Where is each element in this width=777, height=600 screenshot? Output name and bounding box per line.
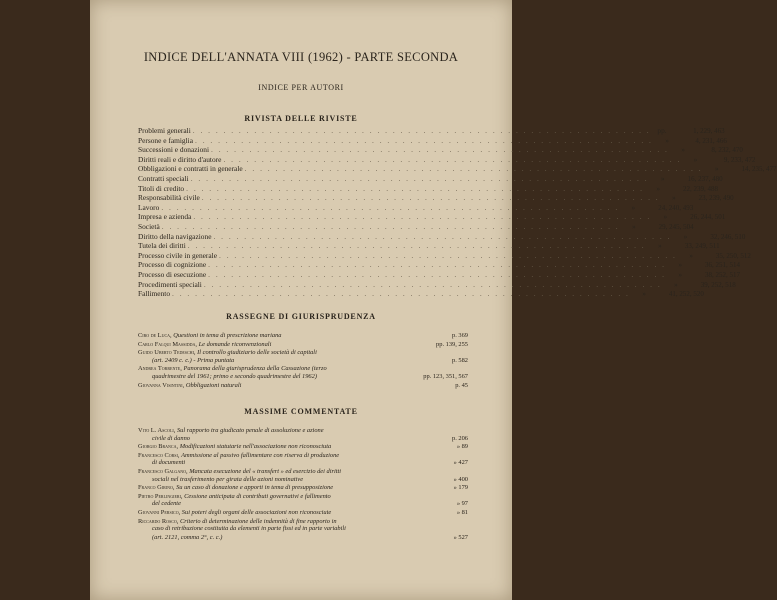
entry-continuation: del cedente xyxy=(152,500,181,508)
entry-page-ref: p. 582 xyxy=(452,356,468,364)
rivista-row-label: Fallimento xyxy=(138,289,171,299)
entry-title: Cessione anticipata di contributi governativi e fallimento xyxy=(184,492,331,500)
index-entry xyxy=(138,484,468,492)
entry-continuation: quadrimestre del 1961; primo e secondo quadrimestre del 1962) xyxy=(152,372,317,380)
entry-author: Giovanni Persico, xyxy=(138,508,181,516)
section-heading-massime: MASSIME COMMENTATE xyxy=(244,407,358,416)
rivista-row-label: Impresa e azienda xyxy=(138,212,192,222)
entry-continuation: caso di retribuzione costituita da elementi in parte fissi ed in parte variabili xyxy=(152,525,346,533)
index-entry xyxy=(138,443,468,451)
rivista-row-pages: 23, 239, 490 xyxy=(698,194,734,203)
rivista-row-label: Titoli di credito xyxy=(138,183,185,193)
index-entry xyxy=(138,349,468,364)
rivista-list xyxy=(138,126,777,299)
rivista-row-pp: » xyxy=(657,241,662,251)
leader-dots: . . . . . . . . . . . . . . . . . . . . . . . . . . . . . . . . . . . . . . . . . . . . . . . . . . . . . . . . . . . . xyxy=(203,279,662,289)
leader-dots: . . . . . . . . . . . . . . . . . . . . . . . . . . . . . . . . . . . . . . . . . . . . . . . . . . . . . . . . . . . . xyxy=(172,289,630,299)
entry-title: Criterio di determinazione delle indennità di fine rapporto in xyxy=(180,517,337,525)
rivista-row xyxy=(138,193,734,203)
rivista-row-label: Obbligazioni e contratti in generale xyxy=(138,164,243,174)
index-entry xyxy=(138,332,468,340)
rivista-row-pages: 8, 232, 470 xyxy=(711,146,743,155)
rivista-row-pp: » xyxy=(656,183,661,193)
rivista-row-label: Persone e famiglia xyxy=(138,135,194,145)
leader-dots: . . . . . . . . . . . . . . . . . . . . . . . . . . . . . . . . . . . . . . . . . . . . . . . . . . . . . . . . . . . . xyxy=(192,126,651,135)
rivista-row-pp: » xyxy=(642,289,646,299)
entry-main-line xyxy=(138,452,468,460)
index-entry xyxy=(138,382,468,390)
rivista-row-pages: 1, 229, 463 xyxy=(693,127,725,135)
entry-author: Ciro de Luca, xyxy=(138,332,172,339)
index-entry xyxy=(138,468,468,483)
entry-page-ref: » 97 xyxy=(456,500,468,508)
rivista-row-pages: 22, 239, 488 xyxy=(683,184,719,193)
rivista-row xyxy=(138,289,704,299)
rivista-row-label: Problemi generali xyxy=(138,126,191,135)
rivista-row-pp: » xyxy=(678,260,683,270)
entry-main-line xyxy=(138,468,468,476)
rivista-row-pp: » xyxy=(689,250,693,260)
entry-page-ref: » 179 xyxy=(453,484,468,492)
entry-page-ref: p. 369 xyxy=(452,332,468,339)
rivista-row-pp: » xyxy=(681,145,685,155)
entry-page-ref: » 527 xyxy=(453,533,468,541)
rivista-row-pp: » xyxy=(671,193,676,203)
rivista-row-pp: » xyxy=(678,269,683,279)
rivista-row xyxy=(138,183,719,194)
section-heading-rivista: RIVISTA DELLE RIVISTE xyxy=(244,114,358,123)
rivista-row xyxy=(138,135,727,146)
rivista-row-pages: 38, 252, 517 xyxy=(705,270,741,279)
entry-author: Giovanna Visintini, xyxy=(138,381,185,389)
rivista-row-pages: 4, 231, 466 xyxy=(695,136,727,145)
index-entry xyxy=(138,452,468,467)
entry-main-line xyxy=(138,365,468,373)
entry-title: Le domande riconvenzionali xyxy=(198,340,272,348)
entry-author: Pietro Perlingieri, xyxy=(138,492,183,500)
entry-continuation: (art. 2409 c. c.) - Prima puntata xyxy=(152,356,235,364)
rivista-row-pages: 32, 246, 510 xyxy=(710,232,746,241)
rivista-row-label: Processo di cognizione xyxy=(138,260,207,270)
page-title: INDICE DELL'ANNATA VIII (1962) - PARTE SECONDA xyxy=(143,50,459,64)
rivista-row-pages: 33, 249, 511 xyxy=(684,242,720,251)
leader-dots: . . . . . . . . . . . . . . . . . . . . . . . . . . . . . . . . . . . . . . . . . . . . . . . . . . . . . . . . . . . . xyxy=(244,164,703,174)
rivista-row-label: Processo di esecuzione xyxy=(138,269,207,279)
rivista-row-pp: » xyxy=(714,164,719,174)
leader-dots: . . . . . . . . . . . . . . . . . . . . . . . . . . . . . . . . . . . . . . . . . . . . . . . . . . . . . . . . . . . . xyxy=(187,241,646,251)
entry-main-line xyxy=(138,349,468,357)
rivista-row xyxy=(138,241,720,251)
rivista-row-label: Tutela dei diritti xyxy=(138,241,186,251)
entry-page-ref: » 427 xyxy=(453,459,468,467)
leader-dots: . . . . . . . . . . . . . . . . . . . . . . . . . . . . . . . . . . . . . . . . . . . . . . . . . . . . . . . . . . . . xyxy=(219,250,677,260)
entry-main-line xyxy=(138,518,468,526)
leader-dots: . . . . . . . . . . . . . . . . . . . . . . . . . . . . . . . . . . . . . . . . . . . . . . . . . . . . . . . . . . . . xyxy=(201,193,660,203)
rivista-row-label: Successioni e donazioni xyxy=(138,145,210,155)
entry-main-line xyxy=(138,427,468,435)
rivista-row-pages: 24, 240, 493 xyxy=(658,203,694,212)
leader-dots: . . . . . . . . . . . . . . . . . . . . . . . . . . . . . . . . . . . . . . . . . . . . . . . . . . . . . . . . . . . . xyxy=(208,260,667,270)
entry-page-ref: pp. 139, 255 xyxy=(436,340,468,348)
rivista-row xyxy=(138,231,746,242)
leader-dots: . . . . . . . . . . . . . . . . . . . . . . . . . . . . . . . . . . . . . . . . . . . . . . . . . . . . . . . . . . . . xyxy=(161,221,620,231)
entry-page-ref: p. 206 xyxy=(452,434,468,442)
entry-main-line xyxy=(138,493,468,501)
rivista-row-pp: » xyxy=(631,221,636,231)
rivista-row-label: Società xyxy=(138,221,160,231)
entry-continuation: (art. 2121, comma 2°, c. c.) xyxy=(152,533,223,541)
rivista-row xyxy=(138,173,723,184)
rivista-row xyxy=(138,145,743,155)
rivista-row-pp: » xyxy=(631,202,636,212)
leader-dots: . . . . . . . . . . . . . . . . . . . . . . . . . . . . . . . . . . . . . . . . . . . . . . . . . . . . . . . . . . . . xyxy=(213,231,672,241)
leader-dots: . . . . . . . . . . . . . . . . . . . . . . . . . . . . . . . . . . . . . . . . . . . . . . . . . . . . . . . . . . . . xyxy=(193,212,652,222)
rivista-row-pp: » xyxy=(693,154,698,164)
rivista-row-pages: 9, 233, 472 xyxy=(723,155,756,164)
leader-dots: . . . . . . . . . . . . . . . . . . . . . . . . . . . . . . . . . . . . . . . . . . . . . . . . . . . . . . . . . . . . xyxy=(211,145,669,155)
rivista-row-pages: 36, 251, 514 xyxy=(705,261,741,270)
rivista-row-pp: » xyxy=(660,173,665,183)
rassegne-list xyxy=(138,332,468,390)
entry-author: Francesco Galgano, xyxy=(138,467,188,475)
rivista-row xyxy=(138,202,694,213)
rivista-row-label: Diritto della navigazione xyxy=(138,231,212,241)
leader-dots: . . . . . . . . . . . . . . . . . . . . . . . . . . . . . . . . . . . . . . . . . . . . . . . . . . . . . . . . . . . . xyxy=(208,269,667,279)
index-entry xyxy=(138,509,468,517)
entry-title: Il controllo giudiziario delle società di capitali xyxy=(197,349,317,357)
rivista-row-label: Diritti reali e diritto d'autore xyxy=(138,154,222,164)
entry-author: Franco Girino, xyxy=(138,484,175,492)
entry-page-ref: » 89 xyxy=(456,443,468,451)
rivista-row-label: Procedimenti speciali xyxy=(138,279,202,289)
entry-title: Su un caso di donazione e apporti in tema di presupposizione xyxy=(176,484,334,492)
rivista-row xyxy=(138,212,726,222)
entry-title: Panorama della giurisprudenza della Cassazione (terzo xyxy=(183,365,327,373)
leader-dots: . . . . . . . . . . . . . . . . . . . . . . . . . . . . . . . . . . . . . . . . . . . . . . . . . . . . . . . . . . . . xyxy=(223,154,682,164)
rivista-row xyxy=(138,164,777,174)
leader-dots: . . . . . . . . . . . . . . . . . . . . . . . . . . . . . . . . . . . . . . . . . . . . . . . . . . . . . . . . . . . . xyxy=(190,173,649,183)
rivista-row-pages: 26, 244, 501 xyxy=(690,213,726,222)
section-heading-rassegne: RASSEGNE DI GIURISPRUDENZA xyxy=(226,312,376,321)
rivista-row-label: Contratti speciali xyxy=(138,173,189,183)
leader-dots: . . . . . . . . . . . . . . . . . . . . . . . . . . . . . . . . . . . . . . . . . . . . . . . . . . . . . . . . . . . . xyxy=(186,183,645,193)
entry-author: Riccardo Rosco, xyxy=(138,517,179,525)
rivista-row xyxy=(138,250,751,261)
rivista-row-pp: » xyxy=(674,279,678,289)
rivista-row xyxy=(138,126,725,136)
entry-title: Ammissione al passivo fallimentare con riserva di produzione xyxy=(181,451,340,459)
rivista-row-pp: » xyxy=(665,135,669,145)
rivista-row xyxy=(138,221,694,232)
entry-title: Sul rapporto tra giudicato penale di assoluzione e azione xyxy=(176,427,324,434)
rivista-row xyxy=(138,260,741,270)
entry-page-ref: p. 45 xyxy=(455,381,468,389)
entry-title: Questioni in tema di prescrizione mariana xyxy=(173,332,282,339)
rivista-row-pages: 29, 245, 504 xyxy=(658,222,694,231)
entry-page-ref: pp. 123, 351, 567 xyxy=(423,372,468,380)
entry-page-ref: » 400 xyxy=(453,475,468,483)
rivista-row xyxy=(138,154,756,165)
rivista-row-pages: 14, 235, 477 xyxy=(741,165,777,174)
leader-dots: . . . . . . . . . . . . . . . . . . . . . . . . . . . . . . . . . . . . . . . . . . . . . . . . . . . . . . . . . . . . xyxy=(195,135,653,145)
entry-continuation: civile di danno xyxy=(152,434,190,442)
index-entry xyxy=(138,534,468,542)
rivista-row-pages: 39, 252, 518 xyxy=(700,280,736,289)
rivista-row-pp: » xyxy=(663,212,668,222)
leader-dots: . . . . . . . . . . . . . . . . . . . . . . . . . . . . . . . . . . . . . . . . . . . . . . . . . . . . . . . . . . . . xyxy=(161,202,620,212)
entry-author: Giorgio Branca, xyxy=(138,443,179,451)
entry-continuation: di documenti xyxy=(152,459,186,467)
rivista-row-pp: pp. xyxy=(657,126,667,135)
page-subtitle: INDICE PER AUTORI xyxy=(258,83,344,92)
document-page xyxy=(90,0,777,600)
entry-author: Andrea Torrente, xyxy=(138,365,182,373)
entry-title: Obbligazioni naturali xyxy=(185,381,242,389)
index-entry xyxy=(138,341,468,349)
entry-page-ref: » 81 xyxy=(456,508,468,516)
entry-author: Guido Uberto Tedeschi, xyxy=(138,349,196,357)
index-entry xyxy=(138,518,468,533)
index-entry xyxy=(138,493,468,508)
rivista-row-label: Processo civile in generale xyxy=(138,250,218,260)
entry-continuation: sociali nel trasferimento per girata delle azioni nominative xyxy=(152,475,304,483)
entry-title: Modificazioni statutarie nell'associazione non riconosciuta xyxy=(179,443,332,451)
massime-list xyxy=(138,427,468,542)
rivista-row-label: Lavoro xyxy=(138,202,160,212)
rivista-row-pp: » xyxy=(683,231,688,241)
entry-title: Mancata esecuzione del « transfert » ed esercizio dei diritti xyxy=(189,467,342,475)
entry-author: Carlo Falqui Massidda, xyxy=(138,340,197,348)
rivista-row xyxy=(138,269,741,280)
rivista-row-pages: 35, 250, 512 xyxy=(715,251,751,260)
entry-title: Sui poteri degli organi delle associazioni non riconosciute xyxy=(181,508,332,516)
index-entry xyxy=(138,427,468,442)
rivista-row xyxy=(138,279,736,290)
entry-author: Vito L. Ascoli, xyxy=(138,427,176,434)
rivista-row-pages: 16, 237, 480 xyxy=(687,174,723,183)
rivista-row-label: Responsabilità civile xyxy=(138,193,200,203)
rivista-row-pages: 41, 252, 520 xyxy=(668,290,704,299)
index-entry xyxy=(138,365,468,380)
entry-author: Francesco Corsi, xyxy=(138,451,180,459)
